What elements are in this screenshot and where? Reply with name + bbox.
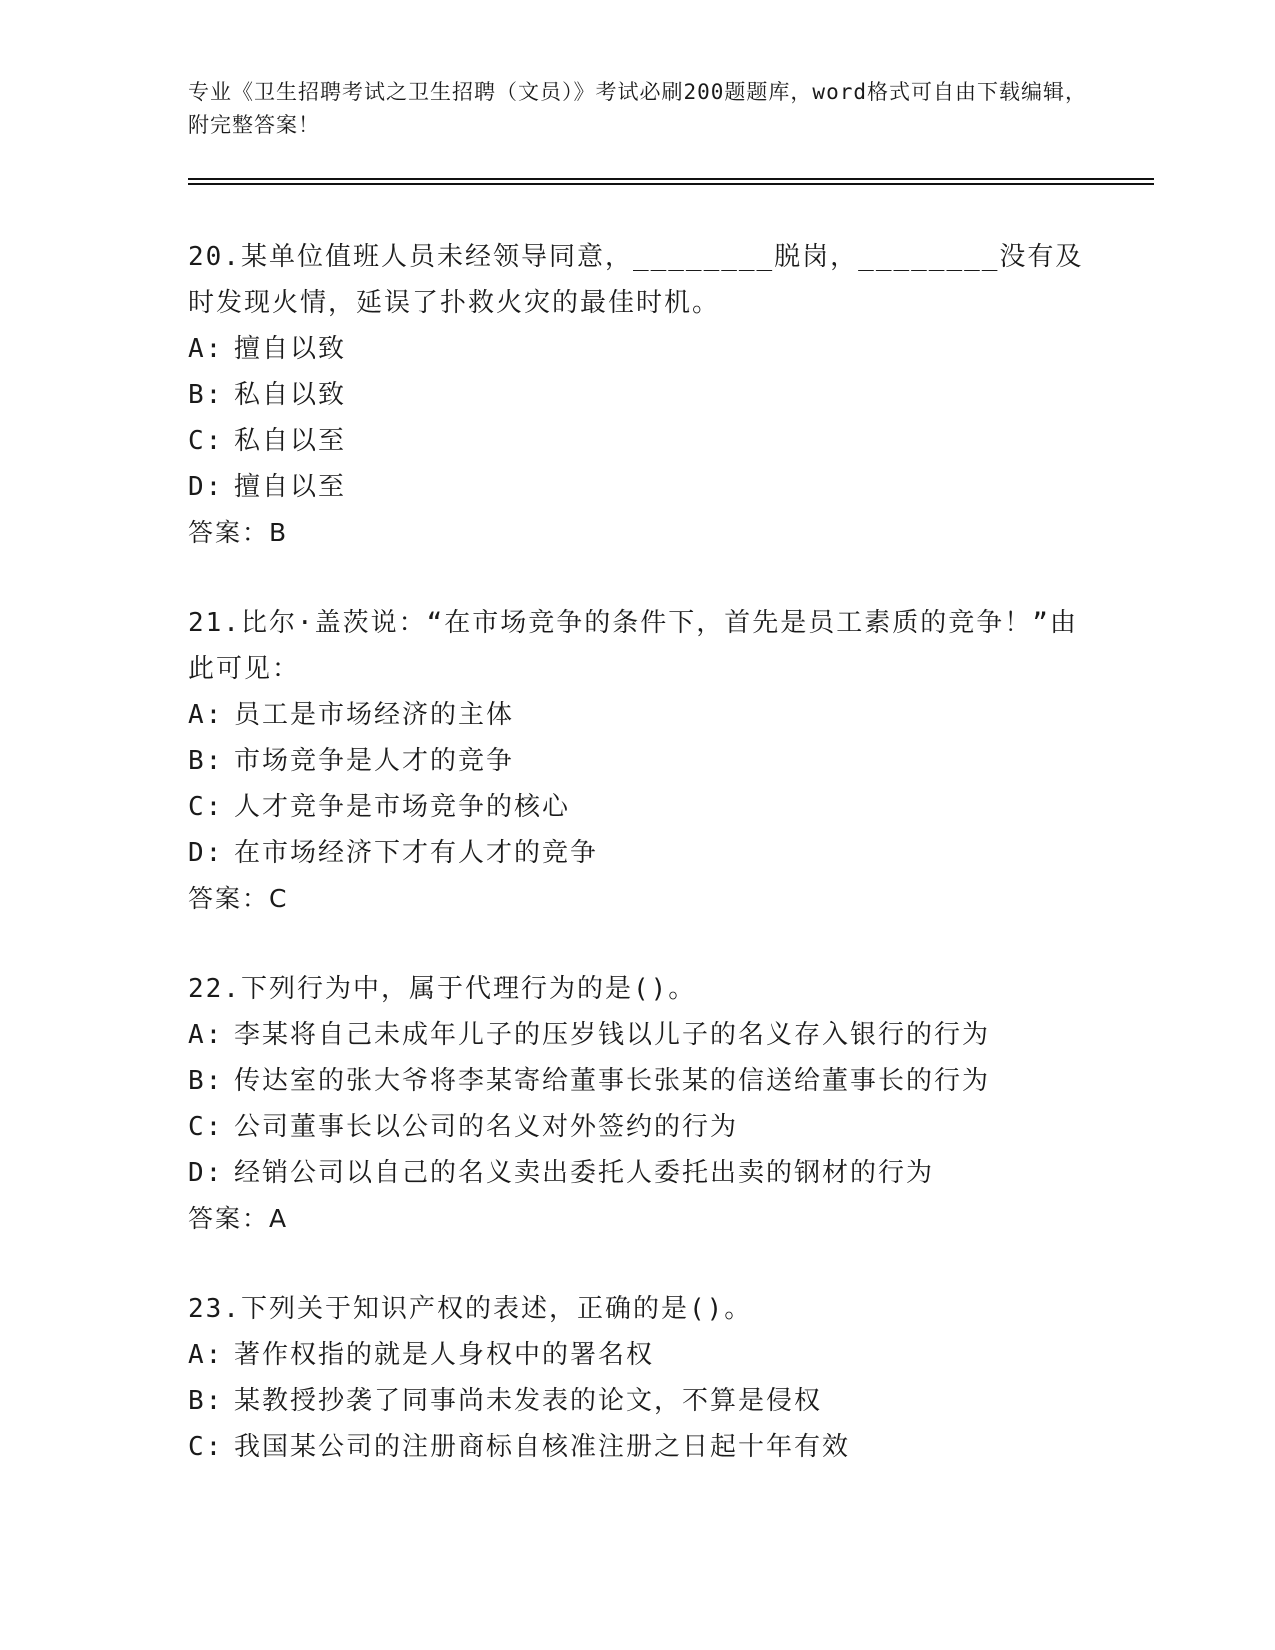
option-text: 我国某公司的注册商标自核准注册之日起十年有效 <box>234 1432 851 1462</box>
option-letter: C: <box>188 426 224 456</box>
option-text: 擅自以致 <box>234 334 347 364</box>
option-c <box>188 784 1088 830</box>
header-divider-top <box>188 178 1154 180</box>
option-text: 私自以至 <box>234 426 347 456</box>
question-20 <box>188 234 1088 556</box>
option-a <box>188 326 1088 372</box>
option-d <box>188 1150 1088 1196</box>
question-23 <box>188 1286 1088 1470</box>
option-text: 擅自以至 <box>234 472 347 502</box>
option-letter: C: <box>188 792 224 822</box>
answer-label: 答案：B <box>188 518 289 547</box>
option-d <box>188 830 1088 876</box>
question-21 <box>188 600 1088 922</box>
option-letter: A: <box>188 700 224 730</box>
option-letter: A: <box>188 334 224 364</box>
question-stem: 22.下列行为中，属于代理行为的是()。 <box>188 974 697 1004</box>
option-a <box>188 1332 1088 1378</box>
option-letter: C: <box>188 1432 224 1462</box>
answer-label: 答案：A <box>188 1204 289 1233</box>
option-text: 著作权指的就是人身权中的署名权 <box>234 1340 655 1370</box>
option-text: 人才竞争是市场竞争的核心 <box>234 792 571 822</box>
option-c <box>188 418 1088 464</box>
option-letter: D: <box>188 838 224 868</box>
option-text: 员工是市场经济的主体 <box>234 700 515 730</box>
option-a <box>188 692 1088 738</box>
option-text: 在市场经济下才有人才的竞争 <box>234 838 599 868</box>
option-letter: B: <box>188 1066 224 1096</box>
option-d <box>188 464 1088 510</box>
question-stem: 20.某单位值班人员未经领导同意，________脱岗，________没有及时发现火情，延误了扑救火灾的最佳时机。 <box>188 242 1084 318</box>
option-text: 某教授抄袭了同事尚未发表的论文，不算是侵权 <box>234 1386 823 1416</box>
document-header: 专业《卫生招聘考试之卫生招聘（文员）》考试必刷200题题库，word格式可自由下载编辑，附完整答案！ <box>188 80 1087 137</box>
question-stem: 23.下列关于知识产权的表述，正确的是()。 <box>188 1294 753 1324</box>
option-b <box>188 738 1088 784</box>
option-letter: B: <box>188 1386 224 1416</box>
option-b <box>188 372 1088 418</box>
option-text: 李某将自己未成年儿子的压岁钱以儿子的名义存入银行的行为 <box>234 1020 991 1050</box>
option-text: 传达室的张大爷将李某寄给董事长张某的信送给董事长的行为 <box>234 1066 991 1096</box>
option-letter: A: <box>188 1020 224 1050</box>
option-letter: D: <box>188 472 224 502</box>
option-c <box>188 1104 1088 1150</box>
option-a <box>188 1012 1088 1058</box>
option-letter: B: <box>188 380 224 410</box>
question-22 <box>188 966 1088 1242</box>
option-b <box>188 1058 1088 1104</box>
option-b <box>188 1378 1088 1424</box>
option-text: 私自以致 <box>234 380 347 410</box>
option-letter: B: <box>188 746 224 776</box>
option-c <box>188 1424 1088 1470</box>
answer-label: 答案：C <box>188 884 289 913</box>
header-divider-bottom <box>188 183 1154 185</box>
option-letter: A: <box>188 1340 224 1370</box>
option-text: 经销公司以自己的名义卖出委托人委托出卖的钢材的行为 <box>234 1158 935 1188</box>
question-stem: 21.比尔·盖茨说：“在市场竞争的条件下，首先是员工素质的竞争！”由此可见： <box>188 608 1078 684</box>
option-text: 市场竞争是人才的竞争 <box>234 746 515 776</box>
option-letter: D: <box>188 1158 224 1188</box>
option-letter: C: <box>188 1112 224 1142</box>
option-text: 公司董事长以公司的名义对外签约的行为 <box>234 1112 739 1142</box>
